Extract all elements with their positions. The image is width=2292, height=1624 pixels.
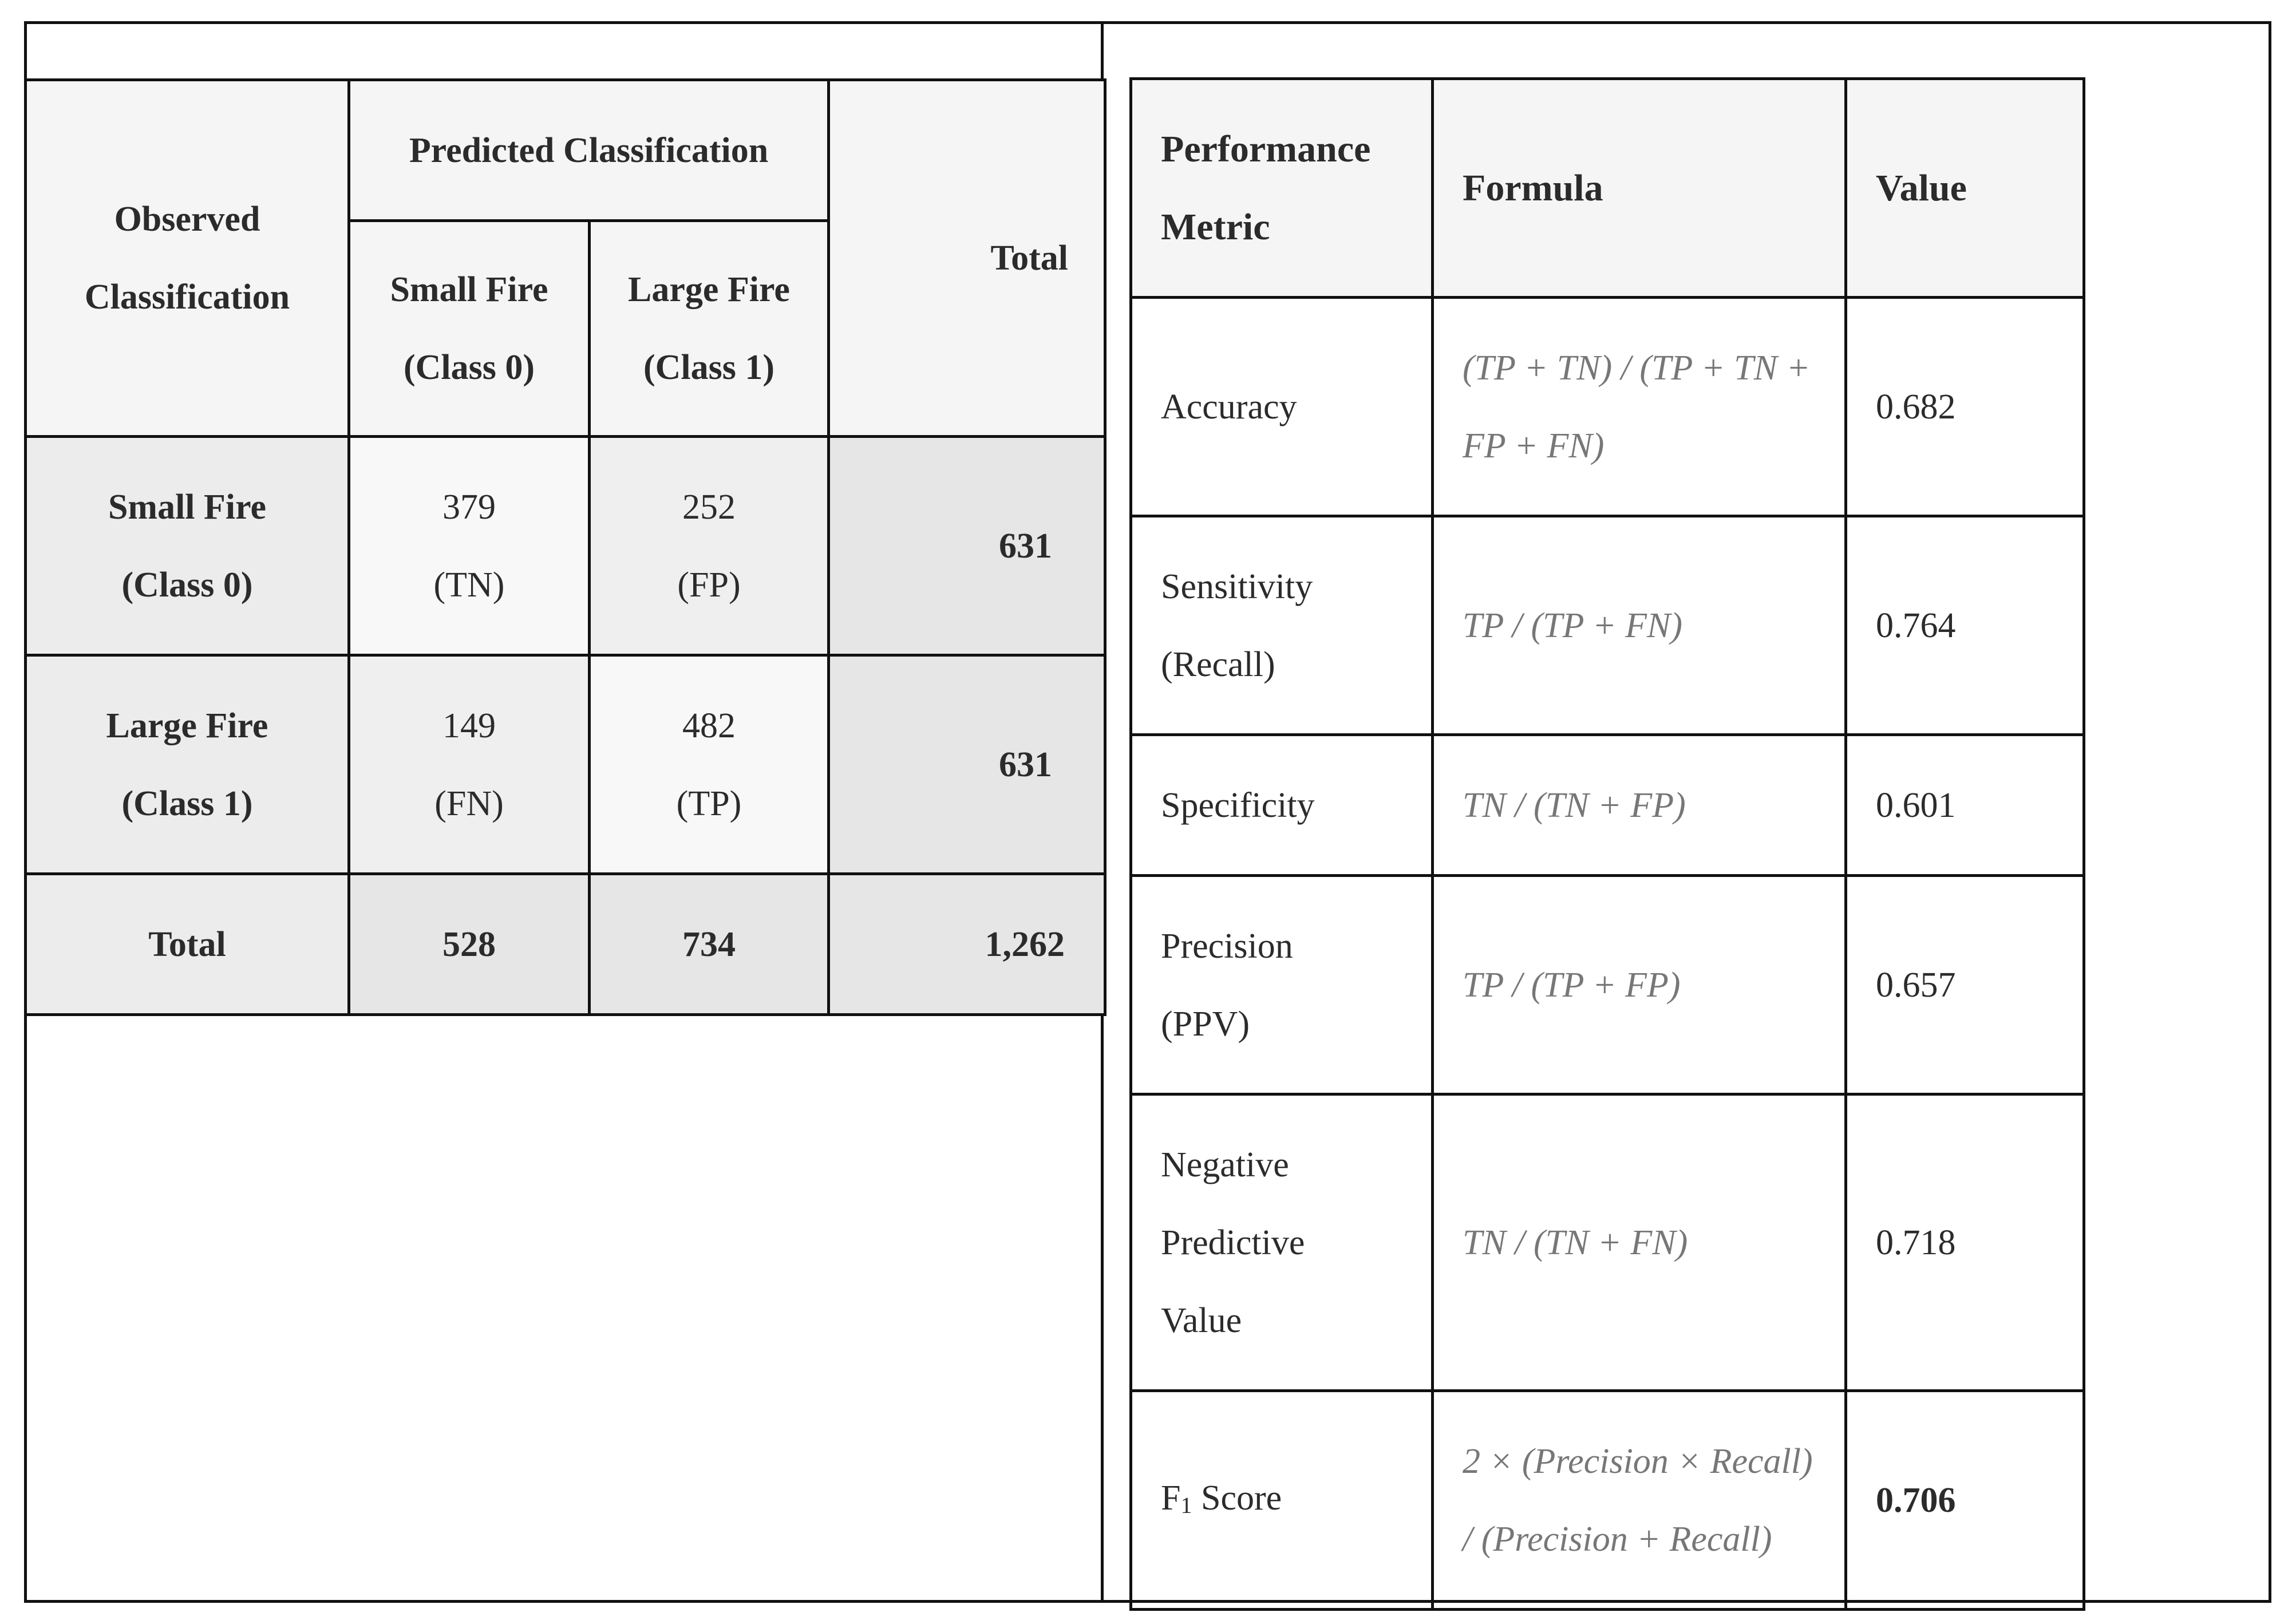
- performance-metrics-table: [1129, 77, 2085, 1611]
- metric-row-precision: [1131, 876, 2084, 1094]
- metric-row-accuracy: [1131, 298, 2084, 516]
- metric-formula: 2 × (Precision × Recall) / (Precision + Recall): [1433, 1391, 1846, 1610]
- metric-value: 0.657: [1846, 876, 2084, 1094]
- metric-formula: TP / (TP + FP): [1433, 876, 1846, 1094]
- metric-value: 0.706: [1846, 1391, 2084, 1610]
- cell-true-negative: 379 (TN): [349, 437, 590, 655]
- metric-row-npv: [1131, 1094, 2084, 1391]
- row-label-small-fire: Small Fire (Class 0): [26, 437, 349, 655]
- table-row: [26, 655, 1105, 874]
- row-label-total: Total: [26, 874, 349, 1015]
- metric-name: Sensitivity (Recall): [1131, 516, 1433, 735]
- metric-formula: (TP + TN) / (TP + TN + FP + FN): [1433, 298, 1846, 516]
- total-column-header: Total: [829, 80, 1105, 437]
- metric-value: 0.718: [1846, 1094, 2084, 1391]
- metric-name: $F_1$ Score: [1131, 1391, 1433, 1610]
- metric-formula: TP / (TP + FN): [1433, 516, 1846, 735]
- metric-value: 0.601: [1846, 735, 2084, 876]
- header-performance-metric: Performance Metric: [1131, 79, 1433, 298]
- header-formula: Formula: [1433, 79, 1846, 298]
- metric-formula: TN / (TN + FP): [1433, 735, 1846, 876]
- confusion-matrix-table: [24, 78, 1107, 1016]
- col-header-small-fire: Small Fire (Class 0): [349, 221, 590, 437]
- table-row: [26, 437, 1105, 655]
- totals-row: [26, 874, 1105, 1015]
- cell-false-positive: 252 (FP): [590, 437, 829, 655]
- cell-true-positive: 482 (TP): [590, 655, 829, 874]
- metric-name: Negative Predictive Value: [1131, 1094, 1433, 1391]
- row-label-large-fire: Large Fire (Class 1): [26, 655, 349, 874]
- header-value: Value: [1846, 79, 2084, 298]
- metric-name: Accuracy: [1131, 298, 1433, 516]
- observed-classification-header: Observed Classification: [26, 80, 349, 437]
- metric-value: 0.682: [1846, 298, 2084, 516]
- metric-value: 0.764: [1846, 516, 2084, 735]
- column-total-large-fire: 734: [590, 874, 829, 1015]
- metric-row-sensitivity: [1131, 516, 2084, 735]
- row-total-large-fire: 631: [829, 655, 1105, 874]
- column-total-small-fire: 528: [349, 874, 590, 1015]
- metric-name: Specificity: [1131, 735, 1433, 876]
- cell-false-negative: 149 (FN): [349, 655, 590, 874]
- grand-total: 1,262: [829, 874, 1105, 1015]
- predicted-classification-header: Predicted Classification: [349, 80, 829, 221]
- metric-name: Precision (PPV): [1131, 876, 1433, 1094]
- metric-row-specificity: [1131, 735, 2084, 876]
- metric-row-f1: [1131, 1391, 2084, 1610]
- row-total-small-fire: 631: [829, 437, 1105, 655]
- metric-formula: TN / (TN + FN): [1433, 1094, 1846, 1391]
- col-header-large-fire: Large Fire (Class 1): [590, 221, 829, 437]
